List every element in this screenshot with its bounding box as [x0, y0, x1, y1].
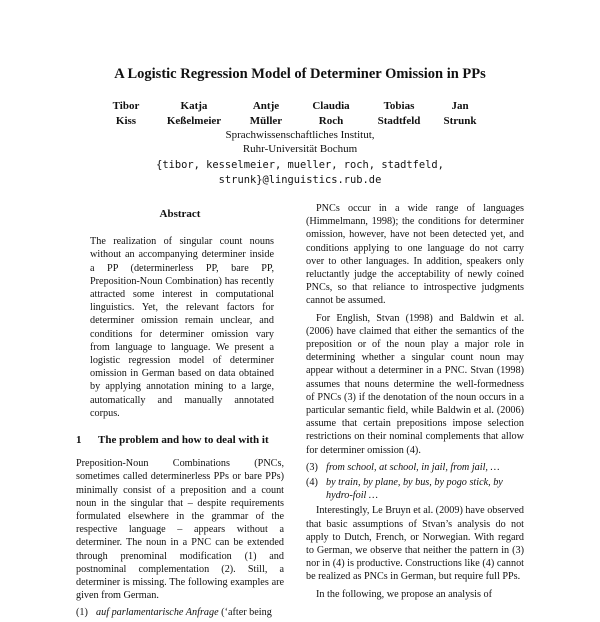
email-line: {tibor, kesselmeier, mueller, roch, stadtfeld, — [156, 159, 444, 171]
section-title: The problem and how to deal with it — [98, 434, 269, 447]
author-last-name: Keßelmeier — [166, 115, 222, 127]
example-number: (1) — [76, 607, 88, 619]
paragraph: Preposition-Noun Combinations (PNCs, sometimes called determinerless PPs or bare PPs) minimally consist of a preposition and a count noun in the singular that – despite requirements formulated elsewhere in the grammar of the respective language – appears without a determiner. The noun in a PNC can be extended through prenominal modification (1) and postnominal complementation (2). Still, a determiner is missing. The following examples are given from German. — [76, 458, 284, 602]
example-text: by train, by plane, by bus, by pogo stick, by hydro-foil … — [326, 477, 503, 502]
author-emails — [0, 158, 600, 188]
example-number: (3) — [306, 461, 318, 473]
author-first-name: Jan — [451, 100, 469, 112]
author-first-name: Tobias — [383, 100, 415, 112]
right-column — [306, 202, 524, 605]
author — [154, 99, 234, 129]
abstract-text: The realization of singular count nouns without an accompanying determiner inside a PP (determinerless PP, bare PP, Preposition-Noun Combination) has recently attracted some interest in computational linguistics. Yet, the relevant factors for determiner omission remain unclear, and conditions for determiner omission vary from language to language. We present a logistic regression model of determiner omission in German based on data obtained by applying annotation mining to a large, automatically and manually annotated corpus. — [90, 236, 274, 419]
example-text: auf parlamentarische Anfrage — [96, 607, 219, 619]
author-first-name: Tibor — [112, 100, 140, 112]
abstract-heading: Abstract — [159, 208, 201, 220]
example-1 — [76, 606, 284, 619]
left-column — [76, 208, 284, 622]
author-first-name: Antje — [252, 100, 280, 112]
paper-title: A Logistic Regression Model of Determiner Omission in PPs — [114, 66, 486, 82]
author-list — [0, 99, 600, 131]
affiliation-line: Sprachwissenschaftliches Institut, — [225, 129, 375, 141]
paragraph: In the following, we propose an analysis of — [316, 588, 492, 600]
example-text: from school, at school, in jail, from jail, … — [326, 461, 500, 473]
affiliation-line: Ruhr-Universität Bochum — [242, 143, 358, 155]
example-4 — [306, 476, 524, 502]
author-last-name: Müller — [249, 115, 283, 127]
email-line: strunk}@linguistics.rub.de — [218, 174, 382, 186]
paragraph: Interestingly, Le Bruyn et al. (2009) have observed that basic assumptions of Stvan’s analysis do not apply to Dutch, French, or Norwegian. With regard to German, we observe that neither the pattern in (3) nor in (4) is productive. Constructions like (4) cannot be realized as PNCs in German, but require full PPs. — [306, 505, 524, 583]
affiliation — [0, 128, 600, 156]
paragraph: For English, Stvan (1998) and Baldwin et al. (2006) have claimed that either the semantics of the preposition or of the noun play a major role in determining whether a singular count noun may appear without a determiner in a PNC. Stvan (1998) assumes that nouns determine the well-formedness of PNCs (3) if the denotation of the noun occurs in a particular semantic field, while Baldwin et al. (2006) assume that certain prepositions impose selection restrictions on their nominal complements that allow for determiner omission (4). — [306, 312, 524, 456]
section-number: 1 — [76, 434, 82, 447]
example-number: (4) — [306, 477, 318, 489]
example-gloss: (‘after being — [221, 607, 272, 619]
author-last-name: Stadtfeld — [377, 115, 421, 127]
author-last-name: Kiss — [115, 115, 137, 127]
section-heading — [76, 434, 284, 447]
author-last-name: Strunk — [443, 115, 477, 127]
paragraph: PNCs occur in a wide range of languages (Himmelmann, 1998); the conditions for determiner omission, however, have not been detected yet, and conditions applying to one language do not carry over to other languages. In addition, speakers only reluctantly judge the acceptability of newly coined PNCs, so that reliance to introspective judgments cannot be assumed. — [306, 203, 524, 307]
author-first-name: Katja — [180, 100, 208, 112]
author-first-name: Claudia — [312, 100, 350, 112]
author — [420, 99, 500, 129]
example-3 — [306, 461, 524, 474]
author-last-name: Roch — [318, 115, 344, 127]
